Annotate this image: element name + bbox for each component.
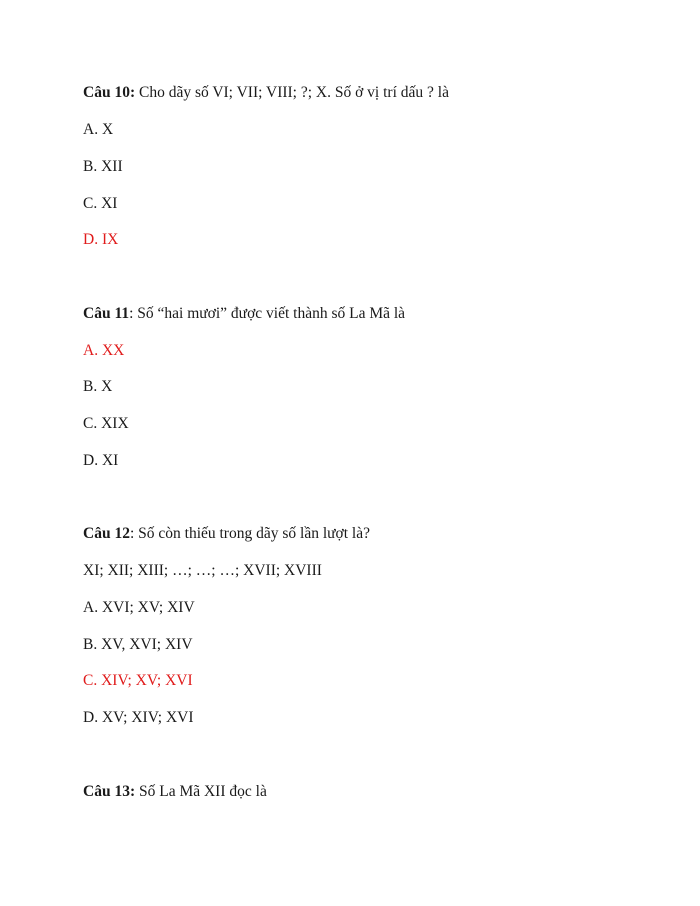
question-11-option-d: D. XI (83, 452, 119, 469)
question-10-text: Cho dãy số VI; VII; VIII; ?; X. Số ở vị trí dấu ? là (135, 84, 449, 101)
question-11-stem (83, 305, 405, 323)
question-10-option-d-correct: D. IX (83, 231, 119, 248)
question-11-option-b: B. X (83, 378, 113, 395)
question-12-stem (83, 525, 370, 543)
question-12-option-d: D. XV; XIV; XVI (83, 709, 194, 726)
question-10-stem (83, 84, 449, 102)
question-12-sequence: XI; XII; XIII; …; …; …; XVII; XVIII (83, 562, 322, 579)
question-13-label: Câu 13: (83, 783, 136, 800)
question-10-option-b: B. XII (83, 158, 123, 175)
question-11-text: : Số “hai mươi” được viết thành số La Mã là (129, 305, 406, 322)
question-10-option-a: A. X (83, 121, 114, 138)
question-12-option-a: A. XVI; XV; XIV (83, 599, 195, 616)
question-11-option-a-correct: A. XX (83, 342, 125, 359)
question-12-option-c-correct: C. XIV; XV; XVI (83, 672, 193, 689)
question-12-text: : Số còn thiếu trong dãy số lần lượt là? (129, 525, 370, 542)
question-10-option-c: C. XI (83, 195, 118, 212)
question-13-stem (83, 783, 267, 801)
question-11-option-c: C. XIX (83, 415, 129, 432)
question-12-label: Câu 12 (83, 525, 130, 542)
question-12-option-b: B. XV, XVI; XIV (83, 636, 193, 653)
question-13-text: Số La Mã XII đọc là (135, 783, 267, 800)
question-10-label: Câu 10: (83, 84, 136, 101)
question-11-label: Câu 11 (83, 305, 130, 322)
